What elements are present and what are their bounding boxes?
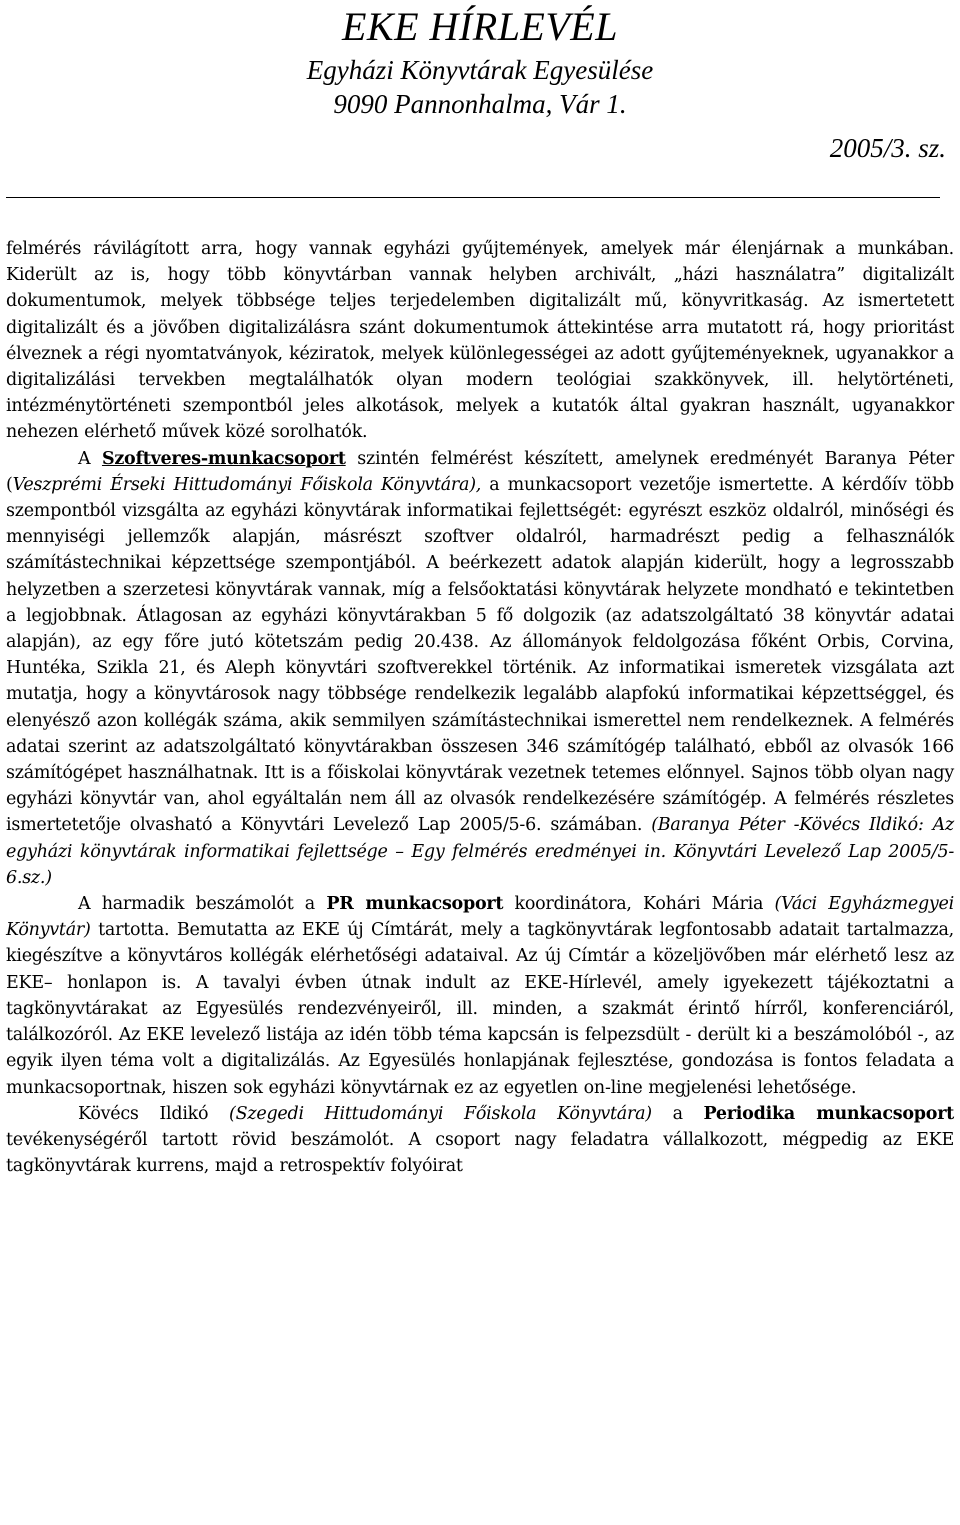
institution-name: (Szegedi Hittudományi Főiskola Könyvtára) [229,1103,652,1124]
paragraph-periodika-group [6,1101,954,1180]
newsletter-header [6,0,954,212]
group-name-pr: PR munkacsoport [326,894,504,915]
group-name-software: Szoftveres-munkacsoport [101,448,346,469]
newsletter-title: EKE HÍRLEVÉL [342,4,618,49]
paragraph-text: koordinátora, Kohári Mária [503,894,775,915]
paragraph-text: szintén felmérést készített, amelynek eredményét Baranya Péter ( [6,448,954,495]
paragraph-text: felmérés rávilágított arra, hogy vannak egyházi gyűjtemények, amelyek már élenjárnak a munkában. Kiderült az is, hogy több könyvtárban vannak helyben archivált, „házi használatra” digitalizált dokumentumok, melyek többsége teljes terjedelemben digitalizált mű, könyvritkaság. Az ismertetett digitalizált és a jövőben digitalizálásra szánt dokumentumok áttekintése arra mutatott rá, hogy prioritást élveznek a régi nyomtatványok, kéziratok, melyek különlegességei az adott gyűjteményeknek, ugyanakkor a digitalizálási tervekben megtalálhatók olyan modern teológiai szakkönyvek, ill. helytörténeti, intézménytörténeti szempontból jeles alkotások, melyek a kutatók által gyakran használt, ugyanakkor nehezen elérhető művek közé sorolhatók. [6,239,954,443]
citation: (Baranya Péter -Kövécs Ildikó: Az egyházi könyvtárak informatikai fejlettsége – Egy felmérés eredményei in. Könyvtári Levelező Lap 2005/5-6.sz.) [6,815,954,888]
paragraph-text: a [651,1103,704,1124]
paragraph-text: tartotta. Bemutatta az EKE új Címtárát, mely a tagkönyvtárak legfontosabb adatait tartalmazza, kiegészítve a könyvtáros kollégák elérhetőségi adataival. Az új Címtár a közeljövőben már elérhető lesz az EKE– honlapon is. A tavalyi évben útnak indult az EKE-Hírlevél, amely igyekezett tájékoztatni a tagkönyvtárakat az Egyesülés rendezvényeiről, ill. minden, a szakmát érintő hírről, konferenciáról, találkozóról. Az EKE levelező listája az idén több téma kapcsán is felpezsdült - derült ki a beszámolóból -, az egyik ilyen téma volt a digitalizálás. Az Egyesülés honlapjának fejlesztése, gondozása is fontos feladata a munkacsoportnak, hiszen sok egyházi könyvtárnak ez az egyetlen on-line megjelenési lehetősége. [6,920,954,1098]
organization-address: 9090 Pannonhalma, Vár 1. [333,89,627,119]
paragraph-text: tevékenységéről tartott rövid beszámolót. A csoport nagy feladatra vállalkozott, mégpedig az EKE tagkönyvtárak kurrens, majd a retrospektív folyóirat [6,1129,954,1177]
group-name-periodika: Periodika munkacsoport [703,1103,955,1124]
paragraph-pr-group [6,891,954,1101]
institution-name: Veszprémi Érseki Hittudományi Főiskola Könyvtára), [12,474,482,495]
paragraph-text: A harmadik beszámolót a [78,894,327,915]
paragraph-text: A [78,448,102,469]
paragraph-software-group [6,446,954,891]
institution-name: (Váci Egyházmegyei Könyvtár) [6,894,955,941]
paragraph-digitization-survey [6,236,954,446]
article-body [6,236,954,1179]
paragraph-text: a munkacsoport vezetője ismertette. A kérdőív több szempontból vizsgálta az egyházi könyvtárak informatikai fejlettségét: egyrészt eszköz oldalról, minőségi és mennyiségi jellemzők alapján, másrészt szoftver oldalról, harmadrészt pedig a felhasználók számítástechnikai képzettsége szempontjából. A beérkezett adatok alapján kiderült, hogy a legrosszabb helyzetben a szerzetesi könyvtárak vannak, míg a felsőoktatási könyvtárak helyzete mondható e tekintetben a legjobbnak. Átlagosan az egyházi könyvtárakban 5 fő dolgozik (az adatszolgáltató 38 könyvtár adatai alapján), az egy főre jutó kötetszám pedig 20.438. Az állományok feldolgozása főként Orbis, Corvina, Huntéka, Szikla 21, és Aleph könyvtári szoftverekkel történik. Az informatikai ismeretek vizsgálata azt mutatja, hogy a könyvtárosok nagy többsége rendelkezik legalább alapfokú informatikai képzettséggel, és elenyésző azon kollégák száma, akik semmilyen számítástechnikai ismerettel nem rendelkeznek. A felmérés adatai szerint az adatszolgáltató könyvtárakban összesen 346 számítógép található, ebből az olvasók 166 számítógépet használhatnak. Itt is a főiskolai könyvtárak vezetnek tetemes előnnyel. Sajnos több olyan nagy egyházi könyvtár van, ahol egyáltalán nem áll az olvasók rendelkezésére számítógép. A felmérés részletes ismertetetője olvasható a Könyvtári Levelező Lap 2005/5-6. számában. [6,474,954,836]
header-divider [6,197,940,198]
paragraph-text: Kövécs Ildikó [78,1103,230,1124]
issue-number: 2005/3. sz. [829,133,946,163]
organization-name: Egyházi Könyvtárak Egyesülése [306,55,654,85]
